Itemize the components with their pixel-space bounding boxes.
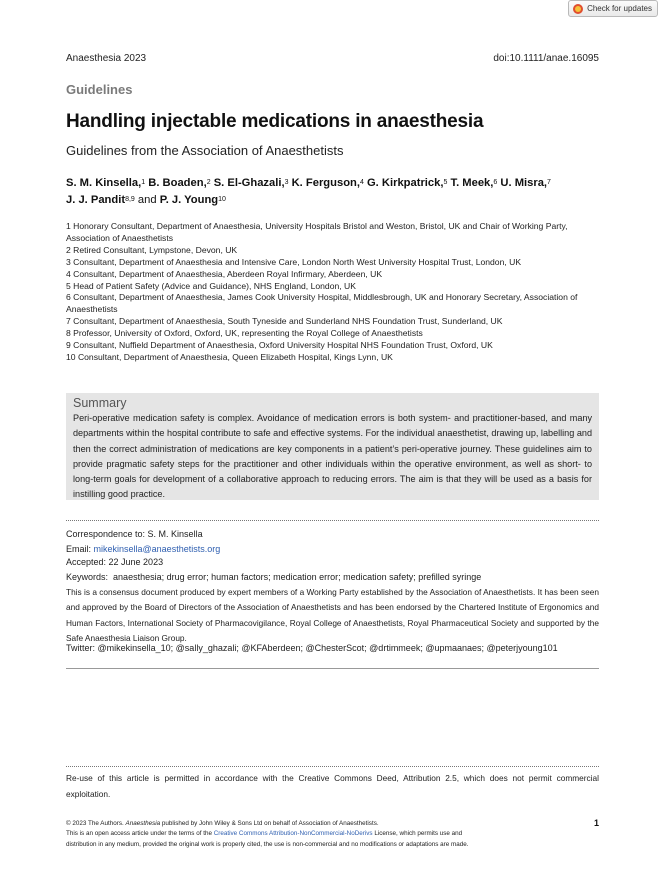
affiliation-item: 1 Honorary Consultant, Department of Anaesthesia, University Hospitals Bristol and Weston, Bristol, UK and Chair of Working Party, Association of Anaesthetists — [66, 221, 568, 243]
author-name: P. J. Young — [159, 194, 219, 206]
keywords-line — [66, 572, 481, 582]
author-name: K. Ferguson, — [291, 177, 360, 189]
license-link[interactable]: Creative Commons Attribution-NonCommercial-NoDerivs — [213, 830, 373, 838]
page-number: 1 — [593, 818, 599, 828]
correspondence: Correspondence to: S. M. Kinsella — [66, 529, 203, 539]
affiliation-item: 4 Consultant, Department of Anaesthesia, Aberdeen Royal Infirmary, Aberdeen, UK — [66, 268, 383, 279]
affiliation-item: 3 Consultant, Department of Anaesthesia and Intensive Care, London North West University Hospital Trust, London, UK — [66, 256, 522, 267]
affiliation-item: 7 Consultant, Department of Anaesthesia, South Tyneside and Sunderland NHS Foundation Trust, Sunderland, UK — [66, 316, 503, 327]
divider — [66, 520, 599, 521]
accepted-date: Accepted: 22 June 2023 — [66, 557, 164, 567]
article-title: Handling injectable medications in anaesthesia — [66, 111, 484, 132]
author-conjunction: and — [137, 194, 157, 206]
author-affil-ref: 1 — [141, 179, 146, 186]
author-affil-ref: 10 — [218, 196, 226, 203]
check-for-updates-button[interactable] — [568, 0, 658, 17]
license-text: License, which permits use and — [372, 830, 463, 838]
affiliation-item: 8 Professor, University of Oxford, Oxford, UK, representing the Royal College of Anaesthetists — [66, 328, 423, 339]
summary-heading: Summary — [73, 396, 127, 410]
reuse-notice: Re-use of this article is permitted in accordance with the Creative Commons Deed, Attribution 2.5, which does not permit commercial exploitation. — [66, 773, 599, 799]
license-footer — [66, 819, 586, 850]
author-name: G. Kirkpatrick, — [366, 177, 444, 189]
affiliation-item: 10 Consultant, Department of Anaesthesia, Queen Elizabeth Hospital, Kings Lynn, UK — [66, 351, 393, 362]
summary-text: Peri-operative medication safety is complex. Avoidance of medication errors is both system- and practitioner-based, and many departments within the hospital contribute to safe and effective systems. For the individual anaesthetist, drawing up, labelling and then the correct administration of medications are key components in a patient’s peri-operative journey. These guidelines aim to provide pragmatic safety steps for the practitioner and other individuals within the operative environment, as well as short- to long-term goals for development of a collaborative approach to reducing errors. The aim is that they will be used as a basis for instilling good practice. — [73, 413, 592, 500]
author-affil-ref: 2 — [206, 179, 211, 186]
author-name: S. M. Kinsella, — [66, 177, 142, 189]
author-name: S. El-Ghazali, — [213, 177, 285, 189]
affiliation-item: 5 Head of Patient Safety (Advice and Guidance), NHS England, London, UK — [66, 280, 356, 291]
author-affil-ref: 6 — [493, 179, 498, 186]
license-line: distribution in any medium, provided the original work is properly cited, the use is non-commercial and no modifications or adaptations are made. — [66, 840, 469, 848]
check-for-updates-label: Check for updates — [587, 4, 652, 13]
keywords-value: anaesthesia; drug error; human factors; medication error; medication safety; prefilled syringe — [113, 572, 482, 582]
author-name: T. Meek, — [450, 177, 494, 189]
consensus-statement: This is a consensus document produced by expert members of a Working Party established by the Association of Anaesthetists. It has been seen and approved by the Board of Directors of the Association of Anaesthetists and has been endorsed by the Chartered Institute of Ergonomics and Human Factors, International Society of Pharmacovigilance, Royal College of Anaesthetists, Royal Pharmaceutical Society and supported by the Safe Anaesthesia Liaison Group. — [66, 587, 599, 643]
author-affil-ref: 4 — [359, 179, 364, 186]
twitter-handles: Twitter: @mikekinsella_10; @sally_ghazali; @KFAberdeen; @ChesterScot; @drtimmeek; @upmaanaes; @peterjyoung101 — [66, 643, 558, 653]
keywords-label: Keywords: — [66, 572, 109, 582]
affiliation-item: 2 Retired Consultant, Lympstone, Devon, UK — [66, 244, 238, 255]
email-label: Email: — [66, 544, 94, 554]
copyright-line — [66, 819, 586, 829]
copyright-text: © 2023 The Authors. — [66, 820, 126, 827]
publisher-text: published by John Wiley & Sons Ltd on behalf of Association of Anaesthetists. — [160, 820, 379, 827]
divider — [66, 766, 599, 767]
summary-box — [66, 393, 599, 500]
author-affil-ref: 5 — [443, 179, 448, 186]
affiliation-list — [66, 221, 606, 364]
divider — [66, 668, 599, 669]
email-link[interactable]: mikekinsella@anaesthetists.org — [93, 544, 221, 554]
email-line — [66, 544, 220, 554]
affiliation-item: 9 Consultant, Nuffield Department of Anaesthesia, Oxford University Hospital NHS Foundation Trust, Oxford, UK — [66, 340, 493, 351]
doi-running-head: doi:10.1111/anae.16095 — [493, 53, 599, 64]
crossmark-icon — [573, 4, 583, 14]
author-name: U. Misra, — [500, 177, 548, 189]
journal-name: Anaesthesia — [125, 820, 161, 827]
license-line — [66, 829, 586, 839]
author-affil-ref: 8,9 — [125, 196, 135, 203]
affiliation-item: 6 Consultant, Department of Anaesthesia, James Cook University Hospital, Middlesbrough, UK and Honorary Secretary, Association of Anaesthetists — [66, 292, 578, 315]
author-affil-ref: 7 — [547, 179, 551, 186]
author-list — [66, 175, 606, 209]
journal-running-head: Anaesthesia 2023 — [66, 53, 147, 64]
section-label: Guidelines — [66, 82, 133, 97]
license-text: This is an open access article under the terms of the — [66, 830, 214, 838]
author-name: J. J. Pandit — [66, 194, 126, 206]
article-subtitle: Guidelines from the Association of Anaesthetists — [66, 143, 344, 158]
author-name: B. Boaden, — [148, 177, 207, 189]
author-affil-ref: 3 — [284, 179, 289, 186]
